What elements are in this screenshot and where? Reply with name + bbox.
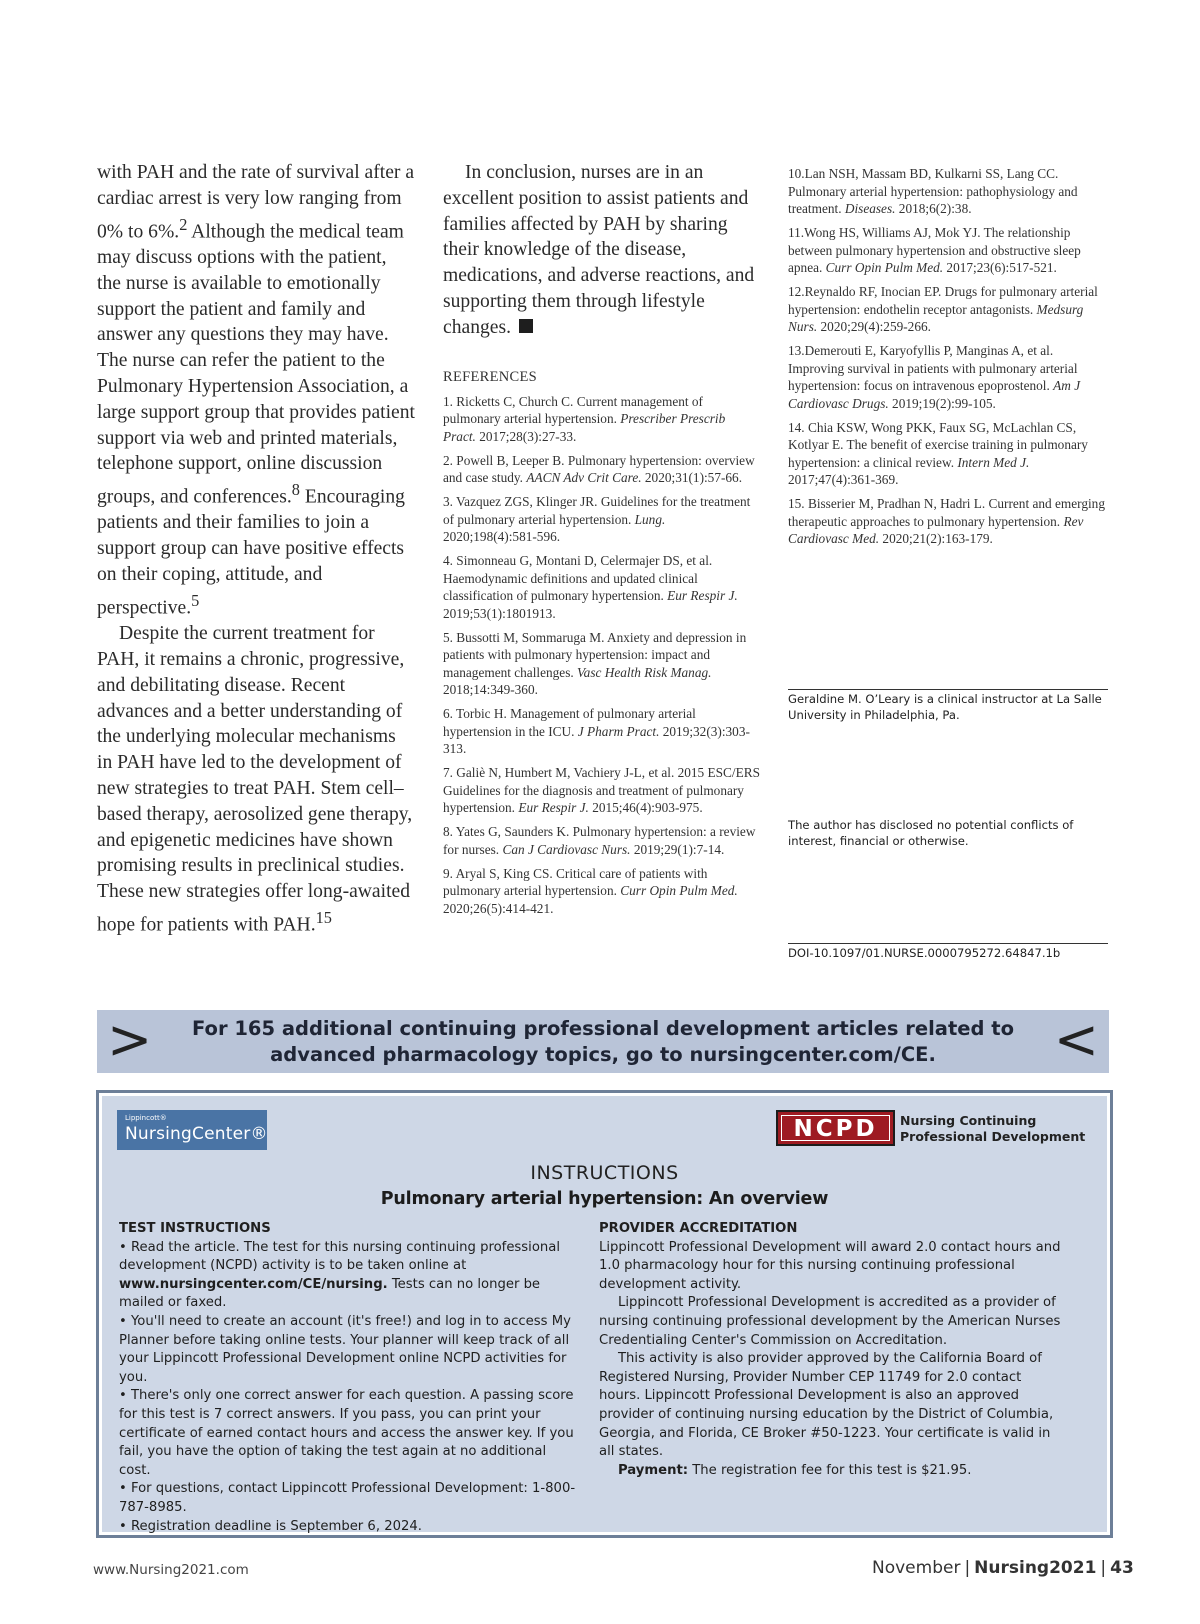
author-bio: Geraldine M. O’Leary is a clinical instructor at La Salle University in Philadelphia, Pa. bbox=[788, 692, 1102, 722]
disclosure-note: The author has disclosed no potential conflicts of interest, financial or otherwise. bbox=[788, 818, 1074, 848]
test-instructions bbox=[119, 1220, 577, 1536]
reference-item: 14. Chia KSW, Wong PKK, Faux SG, McLachlan CS, Kotlyar E. The benefit of exercise training in pulmonary hypertension: a clinical review. Intern Med J. 2017;47(4):361-369. bbox=[788, 419, 1088, 487]
reference-list bbox=[443, 393, 761, 918]
citation: 8 bbox=[291, 480, 300, 500]
body-column-3 bbox=[788, 165, 1108, 554]
reference-item: 10.Lan NSH, Massam BD, Kulkarni SS, Lang CC. Pulmonary arterial hypertension: pathophysiology and treatment. Diseases. 2018;6(2):38. bbox=[788, 166, 1078, 216]
paragraph: Despite the current treatment for PAH, it remains a chronic, progressive, and debilitating disease. Recent advances and a better understanding of the underlying molecular mechanisms in PAH have led to the development of new strategies to treat PAH. Stem cell–based therapy, aerosolized gene therapy, and epigenetic medicines have shown promising results in preclinical studies. These new strategies offer long-awaited hope for patients with PAH.$^{15}$ bbox=[97, 623, 413, 936]
reference-item: 6. Torbic H. Management of pulmonary arterial hypertension in the ICU. J Pharm Pract. 2019;32(3):303-313. bbox=[443, 706, 750, 757]
reference-item: 12.Reynaldo RF, Inocian EP. Drugs for pulmonary arterial hypertension: endothelin receptor antagonists. Medsurg Nurs. 2020;29(4):259-266. bbox=[788, 284, 1098, 334]
accreditation-paragraph: This activity is also provider approved by the California Board of Registered Nursing, Provider Number CEP 11749 for 2.0 contact hours. Lippincott Professional Development is also an approved provider of continuing nursing education by the District of Columbia, Georgia, and Florida, CE Broker #50-1223. Your certificate is valid in all states. bbox=[599, 1351, 1054, 1460]
ce-instructions-box bbox=[96, 1090, 1113, 1538]
nursingcenter-logo: Lippincott® NursingCenter® bbox=[117, 1110, 267, 1150]
reference-item: 3. Vazquez ZGS, Klinger JR. Guidelines for the treatment of pulmonary arterial hypertension. Lung. 2020;198(4):581-596. bbox=[443, 494, 751, 545]
provider-accreditation bbox=[599, 1220, 1064, 1480]
instruction-item: • You'll need to create an account (it's free!) and log in to access My Planner before taking online tests. Your planner will keep track of all your Lippincott Professional Development online NCPD activities for you. bbox=[119, 1313, 571, 1385]
reference-item: 15. Bisserier M, Pradhan N, Hadri L. Current and emerging therapeutic approaches to pulmonary hypertension. Rev Cardiovasc Med. 2020;21(2):163-179. bbox=[788, 496, 1105, 546]
reference-item: 11.Wong HS, Williams AJ, Mok YJ. The relationship between pulmonary hypertension and obstructive sleep apnea. Curr Opin Pulm Med. 2017;23(6):517-521. bbox=[788, 225, 1081, 275]
ncpd-logo: NCPD bbox=[776, 1110, 895, 1146]
chevron-left-icon: < bbox=[1053, 1008, 1099, 1071]
reference-item: 9. Aryal S, King CS. Critical care of patients with pulmonary arterial hypertension. Curr Opin Pulm Med. 2020;26(5):414-421. bbox=[443, 865, 738, 916]
ncpd-caption: Nursing Continuing Professional Development bbox=[900, 1113, 1086, 1144]
divider bbox=[788, 689, 1108, 690]
chevron-right-icon: > bbox=[107, 1008, 153, 1071]
references-heading: REFERENCES bbox=[443, 368, 538, 385]
instruction-item: • There's only one correct answer for each question. A passing score for this test is 7 correct answers. If you pass, you can print your certificate of earned contact hours and access the answer key. If you fail, you have the option of taking the test again at no additional cost. bbox=[119, 1388, 574, 1478]
folio: November | Nursing2021 | 43 bbox=[872, 1558, 1134, 1578]
instructions-subtitle: Pulmonary arterial hypertension: An overview bbox=[380, 1189, 829, 1209]
banner-message: For 165 additional continuing professional development articles related to advanced pharmacology topics, go to nursingcenter.com/CE. bbox=[192, 1017, 1014, 1066]
instruction-item: • Registration deadline is September 6, 2024. bbox=[119, 1518, 422, 1534]
accreditation-paragraph: Lippincott Professional Development will award 2.0 contact hours and 1.0 pharmacology hour for this nursing continuing professional development activity. bbox=[599, 1239, 1061, 1292]
doi: DOI-10.1097/01.NURSE.0000795272.64847.1b bbox=[788, 946, 1061, 960]
paragraph: with PAH and the rate of survival after a cardiac arrest is very low ranging from 0% to 6%.$^2$ Although the medical team may discuss options with the patient, the nurse is available to emotionally support the patient and family and answer any questions they may have. The nurse can refer the patient to the Pulmonary Hypertension Association, a large support group that provides patient support via web and printed materials, telephone support, online discussion groups, and conferences.$^8$ Encouraging patients and their families to join a support group can have positive effects on their coping, attitude, and perspective.$^5$ bbox=[97, 162, 415, 619]
ce-link[interactable]: www.nursingcenter.com/CE/nursing. bbox=[119, 1276, 388, 1292]
footer-url: www.Nursing2021.com bbox=[93, 1562, 249, 1578]
page-number: 43 bbox=[1110, 1558, 1134, 1578]
citation: 15 bbox=[315, 907, 332, 927]
instructions-title: INSTRUCTIONS bbox=[530, 1162, 679, 1184]
reference-item: 13.Demerouti E, Karyofyllis P, Manginas A, et al. Improving survival in patients with pulmonary arterial hypertension: focus on intravenous epoprostenol. Am J Cardiovasc Drugs. 2019;19(2):99-105. bbox=[788, 343, 1081, 411]
reference-item: 4. Simonneau G, Montani D, Celermajer DS, et al. Haemodynamic definitions and updated clinical classification of pulmonary hypertension. Eur Respir J. 2019;53(1):1801913. bbox=[443, 553, 738, 621]
body-column-2 bbox=[443, 160, 761, 924]
reference-list bbox=[788, 165, 1108, 548]
end-of-article-mark bbox=[519, 319, 533, 333]
citation: 2 bbox=[179, 214, 188, 234]
reference-item: 1. Ricketts C, Church C. Current management of pulmonary arterial hypertension. Prescriber Prescrib Pract. 2017;28(3):27-33. bbox=[443, 393, 726, 444]
accreditation-paragraph: Lippincott Professional Development is accredited as a provider of nursing continuing professional development by the American Nurses Credentialing Center's Commission on Accreditation. bbox=[599, 1295, 1061, 1348]
reference-item: 2. Powell B, Leeper B. Pulmonary hypertension: overview and case study. AACN Adv Crit Care. 2020;31(1):57-66. bbox=[443, 452, 755, 486]
section-heading: TEST INSTRUCTIONS bbox=[119, 1221, 271, 1236]
conclusion-paragraph: In conclusion, nurses are in an excellent position to assist patients and families affected by PAH by sharing their knowledge of the disease, medications, and adverse reactions, and supporting them through lifestyle changes. bbox=[443, 162, 755, 338]
section-heading: PROVIDER ACCREDITATION bbox=[599, 1221, 798, 1236]
divider bbox=[788, 943, 1108, 944]
reference-item: 8. Yates G, Saunders K. Pulmonary hypertension: a review for nurses. Can J Cardiovasc Nurs. 2019;29(1):7-14. bbox=[443, 824, 756, 857]
ce-promo-banner bbox=[97, 1010, 1109, 1073]
instruction-item: • For questions, contact Lippincott Professional Development: 1-800-787-8985. bbox=[119, 1481, 576, 1515]
reference-item: 5. Bussotti M, Sommaruga M. Anxiety and depression in patients with pulmonary hypertension: impact and management challenges. Vasc Health Risk Manag. 2018;14:349-360. bbox=[443, 629, 747, 698]
payment-note: Payment: The registration fee for this test is $21.95. bbox=[618, 1462, 972, 1478]
body-column-1 bbox=[97, 160, 415, 938]
reference-item: 7. Galiè N, Humbert M, Vachiery J-L, et al. 2015 ESC/ERS Guidelines for the diagnosis and treatment of pulmonary hypertension. Eur Respir J. 2015;46(4):903-975. bbox=[443, 765, 760, 816]
citation: 5 bbox=[191, 590, 200, 610]
instruction-item: • Read the article. The test for this nursing continuing professional development (NCPD) activity is to be taken online at www.nursingcenter.com/CE/nursing. Tests can no longer be mailed or faxed. bbox=[119, 1239, 561, 1311]
